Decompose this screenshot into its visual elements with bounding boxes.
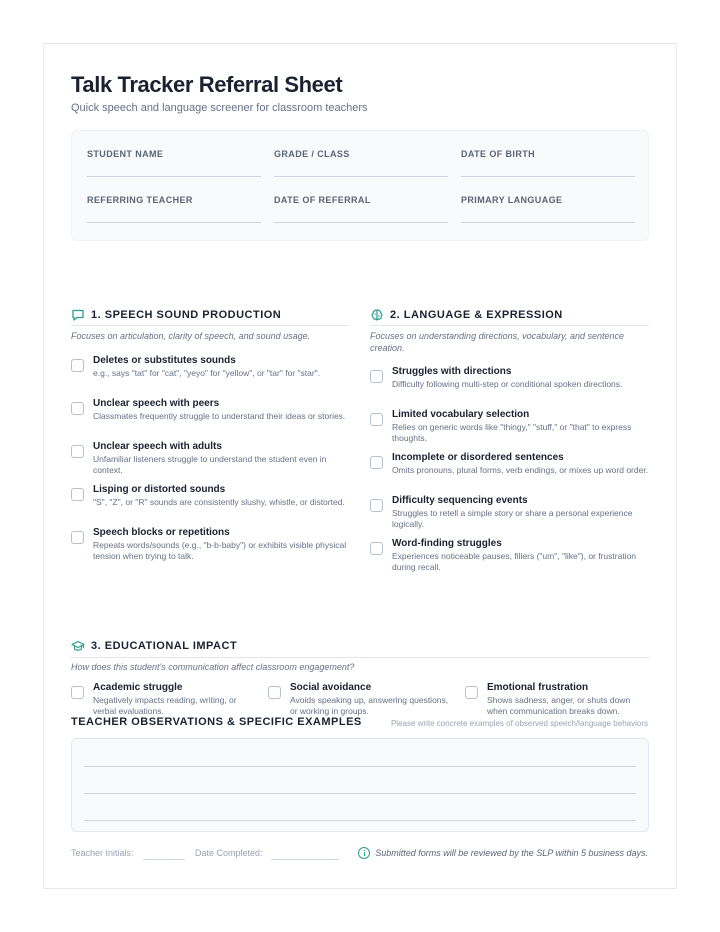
date-of-referral-label: DATE OF REFERRAL bbox=[274, 195, 371, 205]
checkbox[interactable] bbox=[71, 359, 84, 372]
item-description: Negatively impacts reading, writing, or verbal evaluations. bbox=[93, 695, 237, 716]
checklist-item[interactable] bbox=[268, 682, 453, 717]
referring-teacher-line bbox=[87, 222, 261, 223]
teacher-initials-line[interactable] bbox=[143, 859, 185, 860]
checkbox[interactable] bbox=[370, 456, 383, 469]
section-language-rule bbox=[370, 325, 649, 326]
item-title: Academic struggle bbox=[93, 682, 183, 693]
item-title: Word-finding struggles bbox=[392, 538, 502, 549]
section-educational-impact-rule bbox=[71, 657, 649, 658]
checkbox[interactable] bbox=[465, 686, 478, 699]
student-name-line bbox=[87, 176, 261, 177]
section-speech-sound-description: Focuses on articulation, clarity of speech, and sound usage. bbox=[71, 331, 311, 341]
writing-line bbox=[84, 766, 636, 767]
item-title: Limited vocabulary selection bbox=[392, 409, 530, 420]
checklist-item[interactable] bbox=[370, 538, 649, 573]
checkbox[interactable] bbox=[370, 542, 383, 555]
checkbox[interactable] bbox=[370, 413, 383, 426]
checklist-item[interactable] bbox=[71, 484, 349, 508]
checkbox[interactable] bbox=[370, 370, 383, 383]
item-description: Struggles to retell a simple story or share a personal experience logically. bbox=[392, 508, 633, 529]
checklist-item[interactable] bbox=[370, 452, 649, 476]
review-note-text: Submitted forms will be reviewed by the SLP within 5 business days. bbox=[375, 848, 648, 858]
checklist-item[interactable] bbox=[370, 409, 649, 444]
checklist-item[interactable] bbox=[71, 682, 256, 717]
item-title: Speech blocks or repetitions bbox=[93, 527, 230, 538]
brain-icon bbox=[370, 308, 384, 322]
item-title: Social avoidance bbox=[290, 682, 372, 693]
checkbox[interactable] bbox=[71, 531, 84, 544]
checkbox[interactable] bbox=[370, 499, 383, 512]
checklist-item[interactable] bbox=[71, 355, 349, 379]
item-description: Unfamiliar listeners struggle to understand the student even in context. bbox=[93, 454, 327, 475]
item-description: Repeats words/sounds (e.g., "b-b-baby") or exhibits visible physical tension when trying to talk. bbox=[93, 540, 347, 561]
referring-teacher-label: REFERRING TEACHER bbox=[87, 195, 193, 205]
info-icon bbox=[358, 847, 370, 859]
grade-class-line bbox=[274, 176, 448, 177]
item-description: "S", "Z", or "R" sounds are consistently slushy, whistle, or distorted. bbox=[93, 497, 345, 507]
writing-line bbox=[84, 820, 636, 821]
checklist-item[interactable] bbox=[370, 495, 649, 530]
item-description: Omits pronouns, plural forms, verb endings, or mixes up word order. bbox=[392, 465, 649, 475]
item-description: Difficulty following multi-step or conditional spoken directions. bbox=[392, 379, 623, 389]
section-language-heading bbox=[370, 308, 563, 322]
primary-language-line bbox=[461, 222, 635, 223]
page-title: Talk Tracker Referral Sheet bbox=[71, 72, 343, 97]
section-speech-sound-rule bbox=[71, 325, 349, 326]
date-of-referral-field[interactable] bbox=[274, 195, 448, 205]
date-of-referral-line bbox=[274, 222, 448, 223]
observations-hint: Please write concrete examples of observed speech/language behaviors bbox=[390, 719, 648, 728]
checklist-item[interactable] bbox=[71, 441, 349, 476]
primary-language-label: PRIMARY LANGUAGE bbox=[461, 195, 563, 205]
review-note bbox=[358, 847, 648, 859]
checkbox[interactable] bbox=[268, 686, 281, 699]
item-description: Classmates frequently struggle to understand their ideas or stories. bbox=[93, 411, 346, 421]
date-of-birth-line bbox=[461, 176, 635, 177]
student-info-card bbox=[71, 130, 649, 241]
observations-writing-area[interactable] bbox=[71, 738, 649, 832]
item-description: Avoids speaking up, answering questions, or working in groups. bbox=[290, 695, 449, 716]
checklist-item[interactable] bbox=[465, 682, 649, 717]
student-name-label: STUDENT NAME bbox=[87, 149, 164, 159]
checklist-item[interactable] bbox=[370, 366, 649, 390]
grade-class-field[interactable] bbox=[274, 149, 448, 159]
date-completed-line[interactable] bbox=[271, 859, 339, 860]
item-title: Unclear speech with adults bbox=[93, 441, 222, 452]
section-speech-sound-title: 1. SPEECH SOUND PRODUCTION bbox=[91, 309, 282, 321]
writing-line bbox=[84, 793, 636, 794]
item-title: Lisping or distorted sounds bbox=[93, 484, 226, 495]
page-subtitle: Quick speech and language screener for classroom teachers bbox=[71, 102, 368, 114]
student-name-field[interactable] bbox=[87, 149, 261, 159]
checkbox[interactable] bbox=[71, 445, 84, 458]
observations-title: TEACHER OBSERVATIONS & SPECIFIC EXAMPLES bbox=[71, 716, 362, 728]
date-of-birth-field[interactable] bbox=[461, 149, 635, 159]
section-educational-impact-title: 3. EDUCATIONAL IMPACT bbox=[91, 640, 238, 652]
section-educational-impact-description: How does this student's communication affect classroom engagement? bbox=[71, 662, 355, 672]
primary-language-field[interactable] bbox=[461, 195, 635, 205]
section-language-title: 2. LANGUAGE & EXPRESSION bbox=[390, 309, 563, 321]
item-title: Unclear speech with peers bbox=[93, 398, 220, 409]
item-description: Experiences noticeable pauses, fillers ("um", "like"), or frustration during recall. bbox=[392, 551, 637, 572]
graduation-cap-icon bbox=[71, 639, 85, 653]
checkbox[interactable] bbox=[71, 402, 84, 415]
item-description: Relies on generic words like "thingy," "stuff," or "that" to express thoughts. bbox=[392, 422, 632, 443]
item-title: Deletes or substitutes sounds bbox=[93, 355, 236, 366]
section-speech-sound-heading bbox=[71, 308, 281, 322]
speech-bubble-icon bbox=[71, 308, 85, 322]
date-completed-label: Date Completed: bbox=[195, 848, 263, 858]
item-title: Struggles with directions bbox=[392, 366, 512, 377]
item-title: Difficulty sequencing events bbox=[392, 495, 528, 506]
checkbox[interactable] bbox=[71, 686, 84, 699]
item-title: Incomplete or disordered sentences bbox=[392, 452, 564, 463]
section-educational-impact-heading bbox=[71, 639, 237, 653]
item-description: e.g., says "tat" for "cat", "yeyo" for "yellow", or "tar" for "star". bbox=[93, 368, 321, 378]
item-description: Shows sadness, anger, or shuts down when communication breaks down. bbox=[487, 695, 631, 716]
teacher-initials-label: Teacher Initials: bbox=[71, 848, 134, 858]
checklist-item[interactable] bbox=[71, 398, 349, 422]
section-language-description: Focuses on understanding directions, vocabulary, and sentence creation. bbox=[370, 331, 624, 353]
checkbox[interactable] bbox=[71, 488, 84, 501]
checklist-item[interactable] bbox=[71, 527, 349, 562]
grade-class-label: GRADE / CLASS bbox=[274, 149, 350, 159]
date-of-birth-label: DATE OF BIRTH bbox=[461, 149, 536, 159]
item-title: Emotional frustration bbox=[487, 682, 589, 693]
referring-teacher-field[interactable] bbox=[87, 195, 261, 205]
